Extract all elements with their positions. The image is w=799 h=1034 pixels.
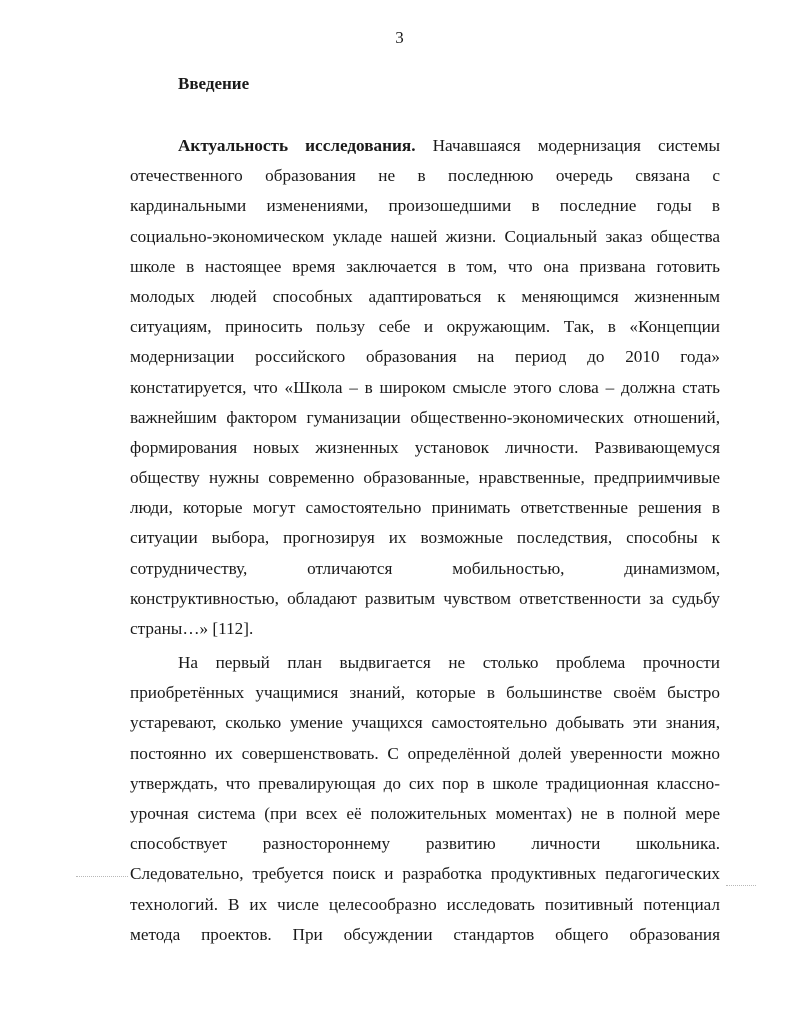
text-line: утверждать, что превалирующая до сих пор в школе традиционная классно- [130, 773, 720, 793]
text-line: кардинальными изменениями, произошедшими в последние годы в [130, 196, 720, 216]
text-line: урочная система (при всех её положительных моментах) не в полной мере [130, 803, 720, 823]
text-line: обществу нужны современно образованные, нравственные, предприимчивые [130, 468, 720, 488]
scan-artifact [726, 885, 756, 886]
text-line: конструктивностью, обладают развитым чувством ответственности за судьбу [130, 588, 720, 608]
text-line: постоянно их совершенствовать. С определённой долей уверенности можно [130, 743, 720, 763]
page-number: 3 [395, 28, 404, 47]
paragraph-focus [130, 648, 720, 950]
text-line: молодых людей способных адаптироваться к меняющимся жизненным [130, 286, 720, 306]
text-line-fragment: Начавшаяся модернизация системы [432, 136, 720, 155]
text-line: ситуациям, приносить пользу себе и окружающим. Так, в «Концепции [130, 317, 720, 337]
text-line: формирования новых жизненных установок личности. Развивающемуся [130, 437, 720, 457]
text-line: технологий. В их числе целесообразно исследовать позитивный потенциал [130, 894, 720, 914]
text-line: приобретённых учащимися знаний, которые в большинстве своём быстро [130, 683, 720, 703]
text-line: констатируется, что «Школа – в широком смысле этого слова – должна стать [130, 377, 720, 397]
text-line: устаревают, сколько умение учащихся самостоятельно добывать эти знания, [130, 713, 720, 733]
text-line: школе в настоящее время заключается в том, что она призвана готовить [130, 256, 720, 276]
text-line: ситуации выбора, прогнозируя их возможные последствия, способны к [130, 528, 720, 548]
text-line: На первый план выдвигается не столько проблема прочности [178, 653, 720, 672]
text-line: метода проектов. При обсуждении стандартов общего образования [130, 924, 720, 944]
paragraph-lead: Актуальность исследования. [178, 136, 416, 155]
text-line: важнейшим фактором гуманизации общественно-экономических отношений, [130, 407, 720, 427]
text-line: модернизации российского образования на период до 2010 года» [130, 347, 720, 367]
paragraph-relevance [130, 131, 720, 644]
text-line: сотрудничеству, отличаются мобильностью, динамизмом, [130, 558, 720, 578]
text-line: люди, которые могут самостоятельно принимать ответственные решения в [130, 498, 720, 518]
section-heading: Введение [178, 74, 250, 93]
text-line: социально-экономическом укладе нашей жизни. Социальный заказ общества [130, 226, 720, 246]
text-line [130, 131, 720, 161]
text-line: Следовательно, требуется поиск и разработка продуктивных педагогических [130, 864, 720, 884]
text-line: отечественного образования не в последнюю очередь связана с [130, 166, 720, 186]
scan-artifact [76, 876, 128, 877]
text-line: страны…» [112]. [130, 619, 254, 638]
text-line: способствует разностороннему развитию личности школьника. [130, 834, 720, 854]
